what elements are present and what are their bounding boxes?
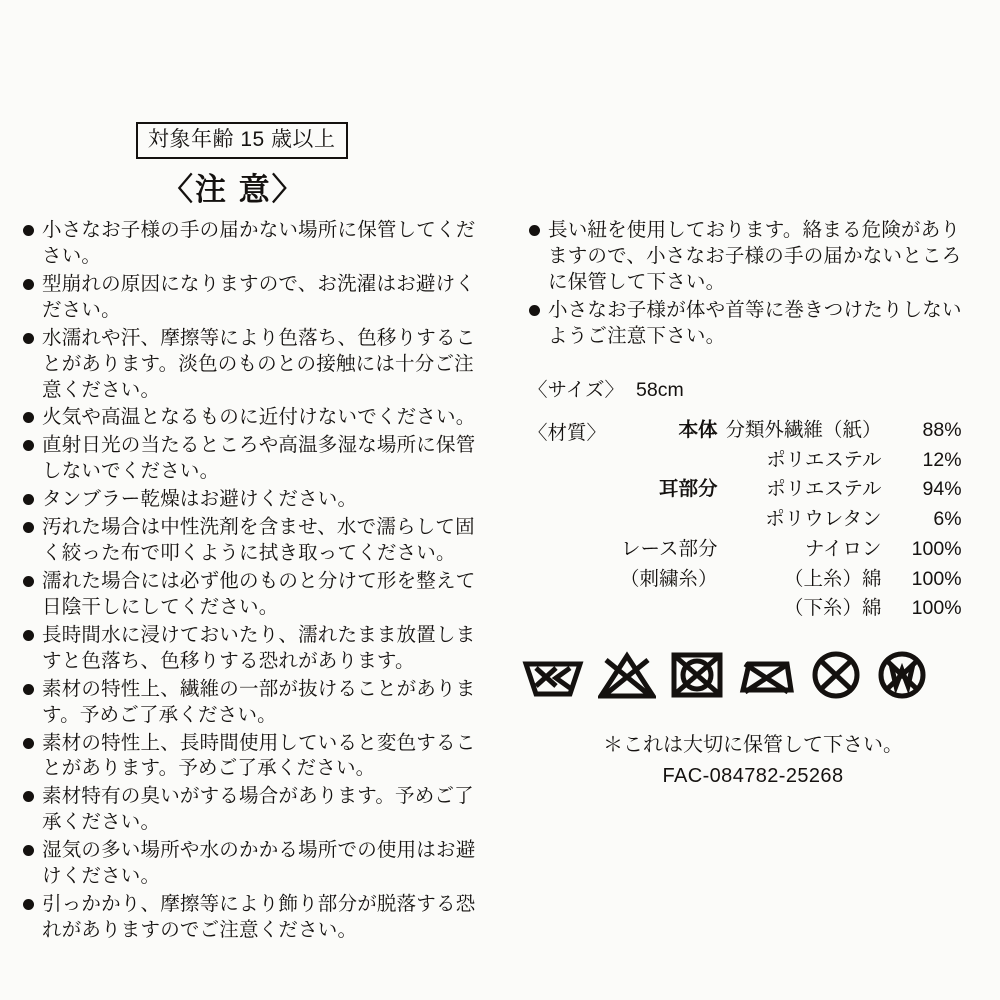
- bullet-dot-icon: [529, 225, 540, 236]
- table-row: [620, 417, 962, 447]
- do-not-bleach-icon: [598, 650, 656, 700]
- note-text: 湿気の多い場所や水のかかる場所での使用はお避けください。: [42, 839, 476, 888]
- note-text: タンブラー乾燥はお避けください。: [42, 488, 358, 511]
- note-text: 水濡れや汗、摩擦等により色落ち、色移りすることがあります。淡色のものとの接触には十分ご注意ください。: [42, 326, 476, 401]
- bullet-dot-icon: [23, 576, 34, 587]
- list-item: [22, 487, 492, 513]
- note-text: 小さなお子様の手の届かない場所に保管してください。: [42, 219, 476, 267]
- material-name: 分類外繊維（紙）: [725, 418, 882, 441]
- age-restriction-box: 対象年齢 15 歳以上: [136, 122, 348, 159]
- size-label: 〈サイズ〉: [528, 378, 624, 401]
- bullet-dot-icon: [23, 791, 34, 802]
- note-text: 型崩れの原因になりますので、お洗濯はお避けください。: [42, 272, 476, 321]
- list-item: [22, 892, 492, 944]
- list-item: [22, 326, 492, 404]
- bullet-dot-icon: [23, 279, 34, 290]
- list-item: [22, 677, 492, 729]
- material-pct: 100%: [911, 567, 962, 590]
- list-item: [22, 731, 492, 783]
- do-not-tumble-dry-icon: [670, 650, 724, 700]
- material-pct: 94%: [922, 478, 962, 501]
- note-text: 素材特有の臭いがする場合があります。予めご了承ください。: [42, 785, 474, 834]
- page-title: 〈注 意〉: [162, 172, 305, 207]
- do-not-wring-icon: [876, 650, 928, 700]
- bullet-dot-icon: [23, 412, 34, 423]
- material-part: [620, 595, 726, 625]
- bullet-dot-icon: [529, 305, 540, 316]
- size-row: [528, 376, 978, 405]
- material-part: 耳部分: [659, 478, 718, 501]
- bullet-dot-icon: [23, 333, 34, 344]
- do-not-iron-icon: [738, 650, 796, 700]
- care-symbols-row: [522, 650, 928, 700]
- do-not-dryclean-icon: [810, 650, 862, 700]
- bullet-dot-icon: [23, 899, 34, 910]
- material-name: ポリエステル: [766, 448, 882, 471]
- bullet-dot-icon: [23, 494, 34, 505]
- note-text: 直射日光の当たるところや高温多湿な場所に保管しないでください。: [42, 434, 476, 483]
- list-item: [22, 218, 492, 270]
- table-row: [620, 476, 962, 506]
- material-part: 本体: [678, 418, 718, 441]
- material-table: [620, 417, 962, 625]
- table-row: [620, 447, 962, 477]
- material-pct: 100%: [911, 537, 962, 560]
- product-code: FAC-084782-25268: [662, 765, 844, 787]
- table-row: [620, 506, 962, 536]
- list-item: [22, 515, 492, 567]
- material-name: ポリウレタン: [765, 508, 882, 531]
- bullet-dot-icon: [23, 738, 34, 749]
- bullet-dot-icon: [23, 225, 34, 236]
- footer-note-block: [528, 730, 978, 792]
- material-part: [620, 506, 726, 536]
- material-part: レース部分: [620, 537, 718, 560]
- bullet-dot-icon: [23, 522, 34, 533]
- list-item: [22, 272, 492, 324]
- list-item: [22, 569, 492, 621]
- size-value: 58cm: [636, 378, 684, 401]
- material-part: [620, 447, 726, 477]
- note-text: 引っかかり、摩擦等により飾り部分が脱落する恐れがありますのでご注意ください。: [42, 893, 476, 941]
- bullet-dot-icon: [23, 684, 34, 695]
- list-item: [22, 623, 492, 675]
- note-text: 素材の特性上、繊維の一部が抜けることがあります。予めご了承ください。: [42, 677, 476, 726]
- bullet-dot-icon: [23, 845, 34, 856]
- material-pct: 100%: [911, 597, 962, 620]
- material-name: （上糸）綿: [784, 567, 882, 590]
- note-text: 長時間水に浸けておいたり、濡れたまま放置しますと色落ち、色移りする恐れがあります。: [42, 623, 476, 672]
- material-block: [528, 417, 978, 625]
- bullet-dot-icon: [23, 630, 34, 641]
- material-name: ポリエステル: [766, 478, 882, 501]
- material-label: 〈材質〉: [528, 421, 607, 444]
- note-text: 汚れた場合は中性洗剤を含ませ、水で濡らして固く絞った布で叩くように拭き取ってください。: [42, 516, 475, 565]
- list-item: [528, 218, 978, 296]
- material-pct: 6%: [933, 508, 962, 531]
- material-part: （刺繍糸）: [620, 567, 718, 590]
- left-notes-column: [22, 218, 492, 946]
- note-text: 小さなお子様が体や首等に巻きつけたりしないようご注意下さい。: [548, 298, 962, 347]
- bullet-dot-icon: [23, 440, 34, 451]
- material-name: （下糸）綿: [784, 597, 882, 620]
- material-name: ナイロン: [804, 537, 882, 560]
- material-pct: 88%: [922, 418, 962, 441]
- hand-wash-icon: [522, 650, 584, 700]
- right-notes-column: [528, 218, 978, 625]
- list-item: [22, 838, 492, 890]
- list-item: [528, 298, 978, 350]
- note-text: 素材の特性上、長時間使用していると変色することがあります。予めご了承ください。: [42, 731, 476, 780]
- note-text: 火気や高温となるものに近付けないでください。: [42, 406, 476, 429]
- list-item: [22, 405, 492, 431]
- table-row: [620, 566, 962, 596]
- table-row: [620, 595, 962, 625]
- list-item: [22, 433, 492, 485]
- note-text: 濡れた場合には必ず他のものと分けて形を整えて日陰干しにしてください。: [42, 569, 476, 618]
- note-text: 長い紐を使用しております。絡まる危険がありますので、小さなお子様の手の届かないところに保管して下さい。: [548, 219, 962, 293]
- table-row: [620, 536, 962, 566]
- list-item: [22, 784, 492, 836]
- material-pct: 12%: [922, 448, 962, 471]
- keep-note: ＊これは大切に保管して下さい。: [603, 734, 903, 756]
